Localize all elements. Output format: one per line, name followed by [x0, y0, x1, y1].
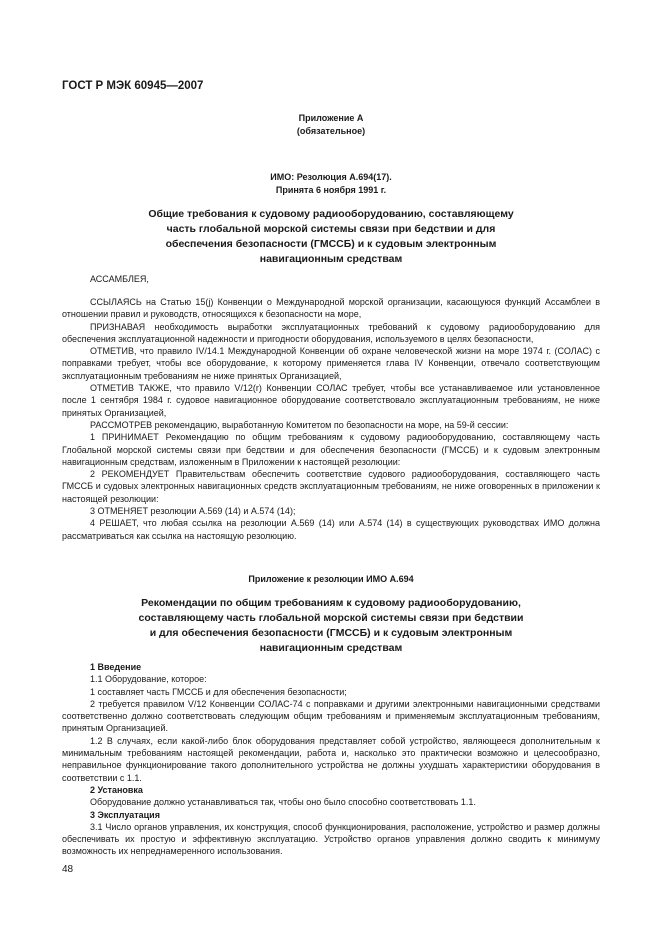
- imo-adopted: Принята 6 ноября 1991 г.: [275, 185, 387, 195]
- main-title-line: Общие требования к судовому радиооборудованию, составляющему: [148, 208, 514, 220]
- section-paragraph: 1.1 Оборудование, которое:: [90, 674, 207, 685]
- section-paragraph: 2 требуется правилом V/12 Конвенции СОЛАС-74 с поправками и другими электронными навигационными средствами соответственно должно соответствовать следующим общим требованиям и применяемым эксплуатационным требованиям, принятым Организацией.: [62, 698, 600, 734]
- annex-heading: Приложение к резолюции ИМО А.694: [248, 574, 414, 584]
- section-heading: 1 Введение: [90, 662, 142, 672]
- appendix-status: (обязательное): [296, 126, 366, 136]
- main-title-line: навигационным средствам: [259, 253, 403, 265]
- preamble-paragraph: ОТМЕТИВ ТАКЖЕ, что правило V/12(r) Конвенции СОЛАС требует, чтобы все устанавливаемое или установленное после 1 сентября 1984 г. судовое навигационное оборудование соответствовало эксплуатационным требованиям, не ниже принятых Организацией,: [62, 383, 600, 418]
- section-heading: 2 Установка: [90, 784, 143, 795]
- page-number: 48: [62, 864, 74, 875]
- section-paragraph: 3.1 Число органов управления, их конструкция, способ функционирования, расположение, устройство и размер должны обеспечивать их простую и эффективную эксплуатацию. Устройство органов управления должно сводить к минимуму возможность их непреднамеренного использования.: [62, 821, 600, 857]
- annex-title: [62, 596, 600, 656]
- main-title: [62, 207, 600, 267]
- assembly-label: АССАМБЛЕЯ,: [90, 274, 149, 284]
- assembly-label-block: [62, 273, 600, 285]
- annex-title-line: Рекомендации по общим требованиям к судовому радиооборудованию,: [141, 597, 521, 609]
- preamble-paragraph: 4 РЕШАЕТ, что любая ссылка на резолюции А.569 (14) или А.574 (14) в существующих руководствах ИМО должна рассматриваться как ссылка на настоящую резолюцию.: [62, 518, 600, 541]
- preamble-paragraph: РАССМОТРЕВ рекомендацию, выработанную Комитетом по безопасности на море, на 59-й сессии:: [90, 419, 509, 430]
- preamble-paragraph: 1 ПРИНИМАЕТ Рекомендацию по общим требованиям к судовому радиооборудованию, составляющему часть Глобальной морской системы связи при бедствии и для обеспечения безопасности (ГМССБ) и к судовым электронным навигационным средствам, изложенным в Приложении к настоящей резолюции:: [62, 432, 600, 467]
- preamble-paragraph: ПРИЗНАВАЯ необходимость выработки эксплуатационных требований к судовому радиооборудованию для обеспечения эксплуатационной надежности и пригодности оборудования, используемого в целях безопасности,: [62, 321, 600, 344]
- preamble-paragraph: ОТМЕТИВ, что правило IV/14.1 Международной Конвенции об охране человеческой жизни на море 1974 г. (СОЛАС) с поправками требует, чтобы все оборудование, к которому применяется глава IV Конвенции, отвечало соответствующим эксплуатационным требованиям не ниже принятых Организацией,: [62, 346, 600, 381]
- standard-header: ГОСТ Р МЭК 60945—2007: [62, 80, 204, 92]
- preamble-paragraph: 2 РЕКОМЕНДУЕТ Правительствам обеспечить соответствие судового радиооборудования, составляющего часть ГМССБ и судовых электронных навигационных средств эксплуатационным требованиям, не ниже оговоренных в приложении к настоящей резолюции:: [62, 469, 600, 504]
- section-heading: 3 Эксплуатация: [90, 809, 160, 820]
- section-paragraph: Оборудование должно устанавливаться так, чтобы оно было способно соответствовать 1.1.: [90, 797, 476, 808]
- annex-body: [62, 661, 600, 858]
- annex-title-line: и для обеспечения безопасности (ГМССБ) и к судовым электронным: [149, 627, 513, 639]
- preamble-paragraph: ССЫЛАЯСЬ на Статью 15(j) Конвенции о Международной морской организации, касающуюся функций Ассамблеи в отношении правил и руководств, относящихся к безопасности на море,: [62, 297, 600, 320]
- preamble: [62, 296, 600, 542]
- main-title-line: обеспечения безопасности (ГМССБ) и к судовым электронным: [165, 238, 497, 250]
- main-title-line: часть глобальной морской системы связи при бедствии и для: [166, 223, 496, 235]
- imo-resolution: ИМО: Резолюция А.694(17).: [270, 172, 392, 182]
- annex-title-line: навигационным средствам: [259, 642, 403, 654]
- preamble-paragraph: 3 ОТМЕНЯЕТ резолюции А.569 (14) и А.574 (14);: [90, 506, 296, 517]
- appendix-title: Приложение А: [298, 113, 364, 123]
- section-paragraph: 1.2 В случаях, если какой-либо блок оборудования представляет собой устройство, являющееся дополнительным к минимальным требованиям настоящей рекомендации, работа и, насколько это практически возможно и целесообразно, неправильное функционирование такого дополнительного устройства не должны ухудшать характеристики оборудования в соответствии с 1.1.: [62, 735, 600, 783]
- section-paragraph: 1 составляет часть ГМССБ и для обеспечения безопасности;: [90, 686, 347, 697]
- annex-title-line: составляющему часть глобальной морской системы связи при бедствии: [138, 612, 524, 624]
